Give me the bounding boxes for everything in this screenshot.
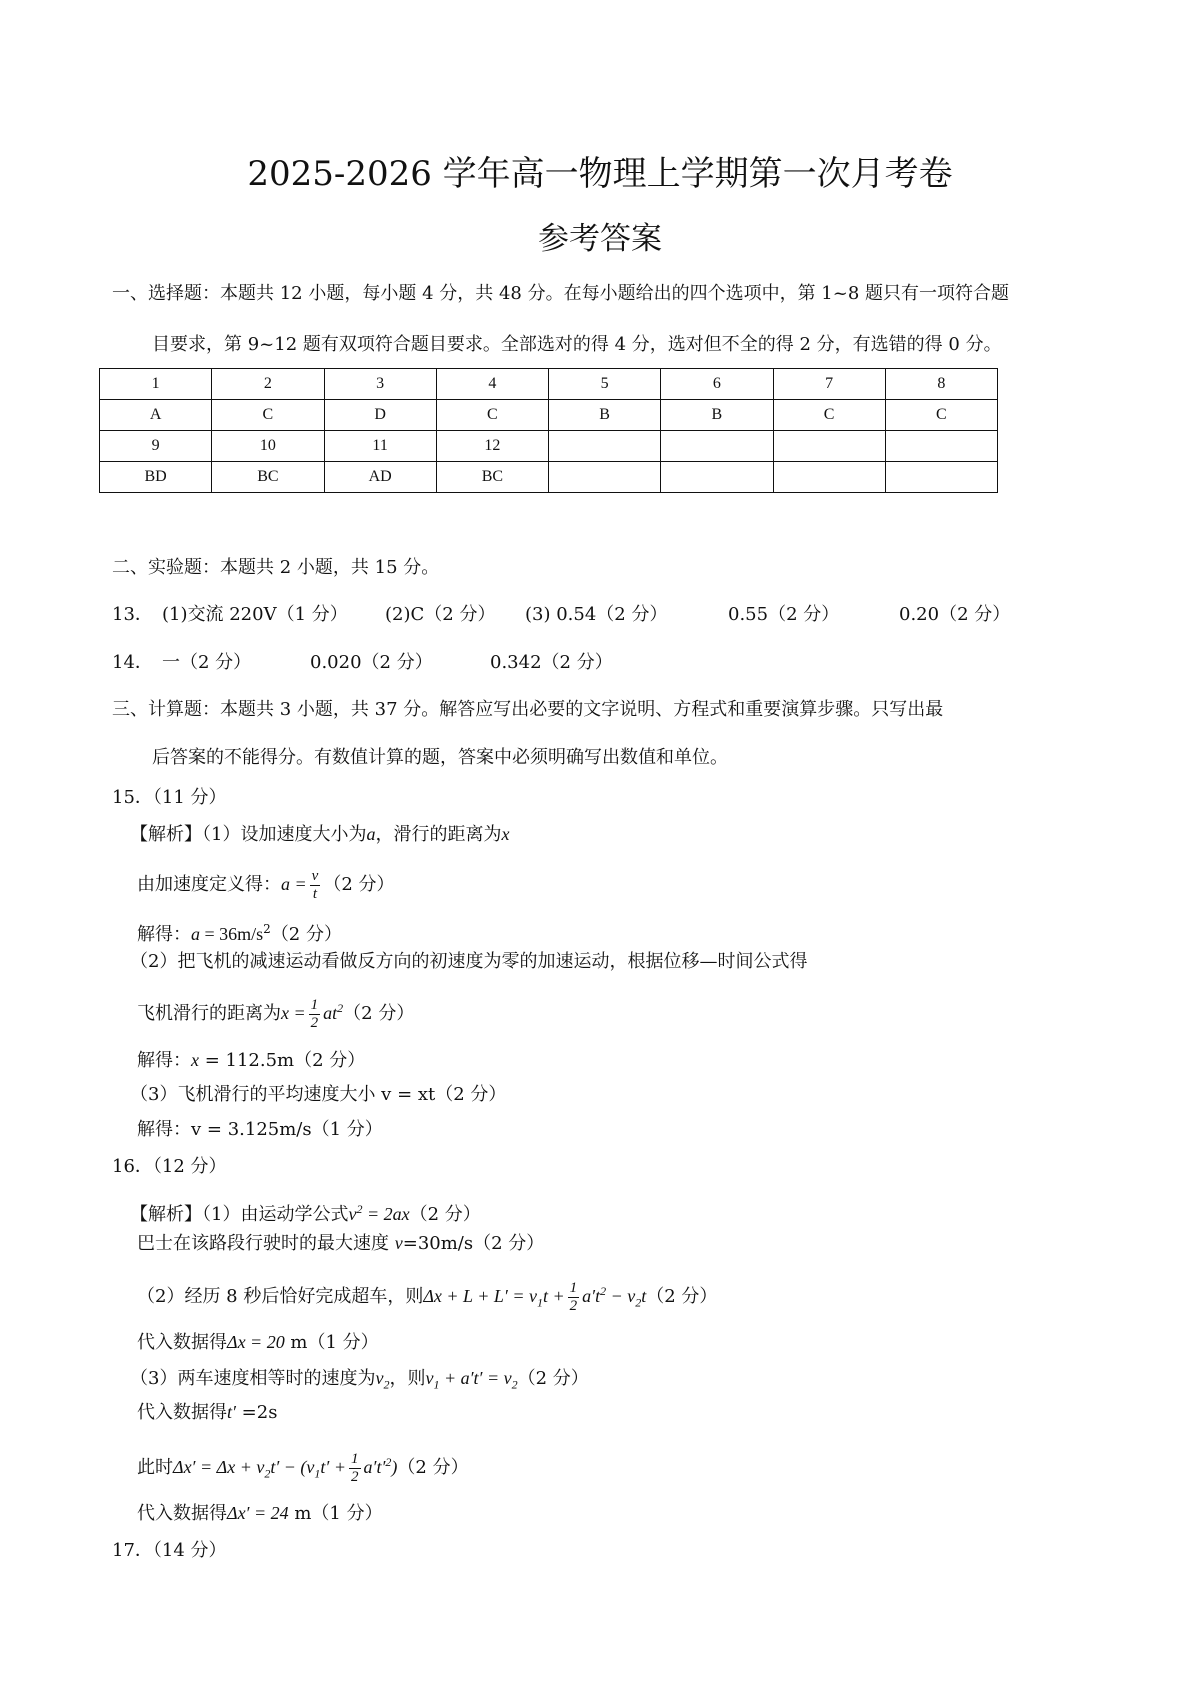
table-cell: 8 [885,369,997,400]
fraction: $\frac{1}{2}$ [351,1450,359,1485]
q14-part3: 0.342（2 分） [490,652,613,673]
q15-number: 15． [112,787,153,808]
answer-table [99,368,998,493]
table-cell: 5 [549,369,661,400]
q16-line4: 代入数据得Δx = 20 m（1 分） [137,1332,379,1353]
q16-line3: （2）经历 8 秒后恰好完成超车，则$\Delta x + L + L' = v_1t$ + $\frac{1}{2}$ $a't^2 - v_2t(2$ 分） [137,1279,718,1314]
section3-intro-line2: 后答案的不能得分。有数值计算的题，答案中必须明确写出数值和单位。 [152,747,728,768]
section1-intro-line2: 目要求，第 9~12 题有双项符合题目要求。全部选对的得 4 分，选对但不全的得 2 分，有选错的得 0 分。 [152,334,1002,355]
q16-line1: 【解析】（1）由运动学公式$v^2 = 2ax(2$ 分） [130,1202,481,1225]
table-cell: A [100,400,212,431]
fraction: $\frac{v}{t}$ [311,867,319,902]
fraction: $\frac{1}{2}$ [310,996,319,1031]
table-cell: C [885,400,997,431]
table-cell: BD [100,462,212,493]
q16-number: 16． [112,1156,153,1177]
q16-line7: 此时$\Delta x' = \Delta x + v_2t' - (v_1t'$ + $\frac{1}{2}$ $a't'^2)(2$ 分） [137,1450,469,1485]
q15-line1: 【解析】（1）设加速度大小为a，滑行的距离为x [130,824,510,845]
section1-intro-line1: 一、选择题：本题共 12 小题，每小题 4 分，共 48 分。在每小题给出的四个选项中，第 1~8 题只有一项符合题 [112,283,1010,304]
q17-score: （14 分） [152,1540,227,1561]
table-row [100,431,998,462]
q16-score: （12 分） [152,1156,227,1177]
section3-intro-line1: 三、计算题：本题共 3 小题，共 37 分。解答应写出必要的文字说明、方程式和重要演算步骤。只写出最 [112,699,944,720]
table-cell: 12 [436,431,548,462]
table-cell: C [773,400,885,431]
q16-line8: 代入数据得Δx′ = 24 m（1 分） [137,1503,383,1524]
q13-part3: (3) 0.54（2 分） [525,604,668,625]
table-cell [773,462,885,493]
table-cell: C [436,400,548,431]
table-cell: B [549,400,661,431]
q13-part1: (1)交流 220V（1 分） [162,604,348,625]
table-row [100,462,998,493]
table-cell [661,431,773,462]
q15-line6: 解得：x = 112.5m（2 分） [137,1050,366,1071]
section2-intro: 二、实验题：本题共 2 小题，共 15 分。 [112,557,440,578]
table-cell: 11 [324,431,436,462]
table-cell: AD [324,462,436,493]
q13-part5: 0.20（2 分） [899,604,1011,625]
q17-header [112,1539,227,1563]
q13-part4: 0.55（2 分） [728,604,840,625]
table-cell [885,431,997,462]
table-cell: BC [436,462,548,493]
table-cell: 6 [661,369,773,400]
table-cell: 3 [324,369,436,400]
q16-line2: 巴士在该路段行驶时的最大速度 v=30m/s（2 分） [137,1233,545,1254]
q15-header [112,786,227,810]
q15-line2: 由加速度定义得：a = $\frac{v}{t}$ （2 分） [137,867,395,902]
table-cell [549,462,661,493]
table-cell: B [661,400,773,431]
table-cell: 9 [100,431,212,462]
table-cell: BC [212,462,324,493]
table-row [100,369,998,400]
q15-line8: 解得：v = 3.125m/s（1 分） [137,1119,383,1140]
table-row [100,400,998,431]
table-cell: 2 [212,369,324,400]
table-cell: C [212,400,324,431]
q15-line4: （2）把飞机的减速运动看做反方向的初速度为零的加速运动，根据位移—时间公式得 [130,951,808,972]
table-cell: 1 [100,369,212,400]
q15-line5: 飞机滑行的距离为x = $\frac{1}{2}$ $at^2(2$ 分） [137,996,415,1031]
q15-score: （11 分） [152,787,227,808]
table-cell [885,462,997,493]
page-subtitle: 参考答案 [538,221,662,257]
q13-part2: (2)C（2 分） [385,604,496,625]
q16-header [112,1155,227,1179]
table-cell: 4 [436,369,548,400]
q13-number: 13． [112,604,153,625]
table-cell [549,431,661,462]
table-cell: 10 [212,431,324,462]
q14-number: 14． [112,652,153,673]
page-title: 2025-2026 学年高一物理上学期第一次月考卷 [247,154,953,194]
q15-line3: 解得：$a = 36m/s^2(2$ 分） [137,922,342,945]
table-cell: 7 [773,369,885,400]
table-cell [661,462,773,493]
q17-number: 17． [112,1540,153,1561]
q14-part1: 一（2 分） [162,652,252,673]
table-cell [773,431,885,462]
q15-line7: （3）飞机滑行的平均速度大小 v = xt（2 分） [130,1084,507,1105]
table-cell: D [324,400,436,431]
fraction: $\frac{1}{2}$ [569,1279,578,1314]
q16-line5: （3）两车速度相等时的速度为$v_2$，则$v_1 + a't' = v_2(2$ 分） [130,1368,589,1392]
q14-part2: 0.020（2 分） [310,652,433,673]
q16-line6: 代入数据得t′ =2s [137,1402,278,1423]
